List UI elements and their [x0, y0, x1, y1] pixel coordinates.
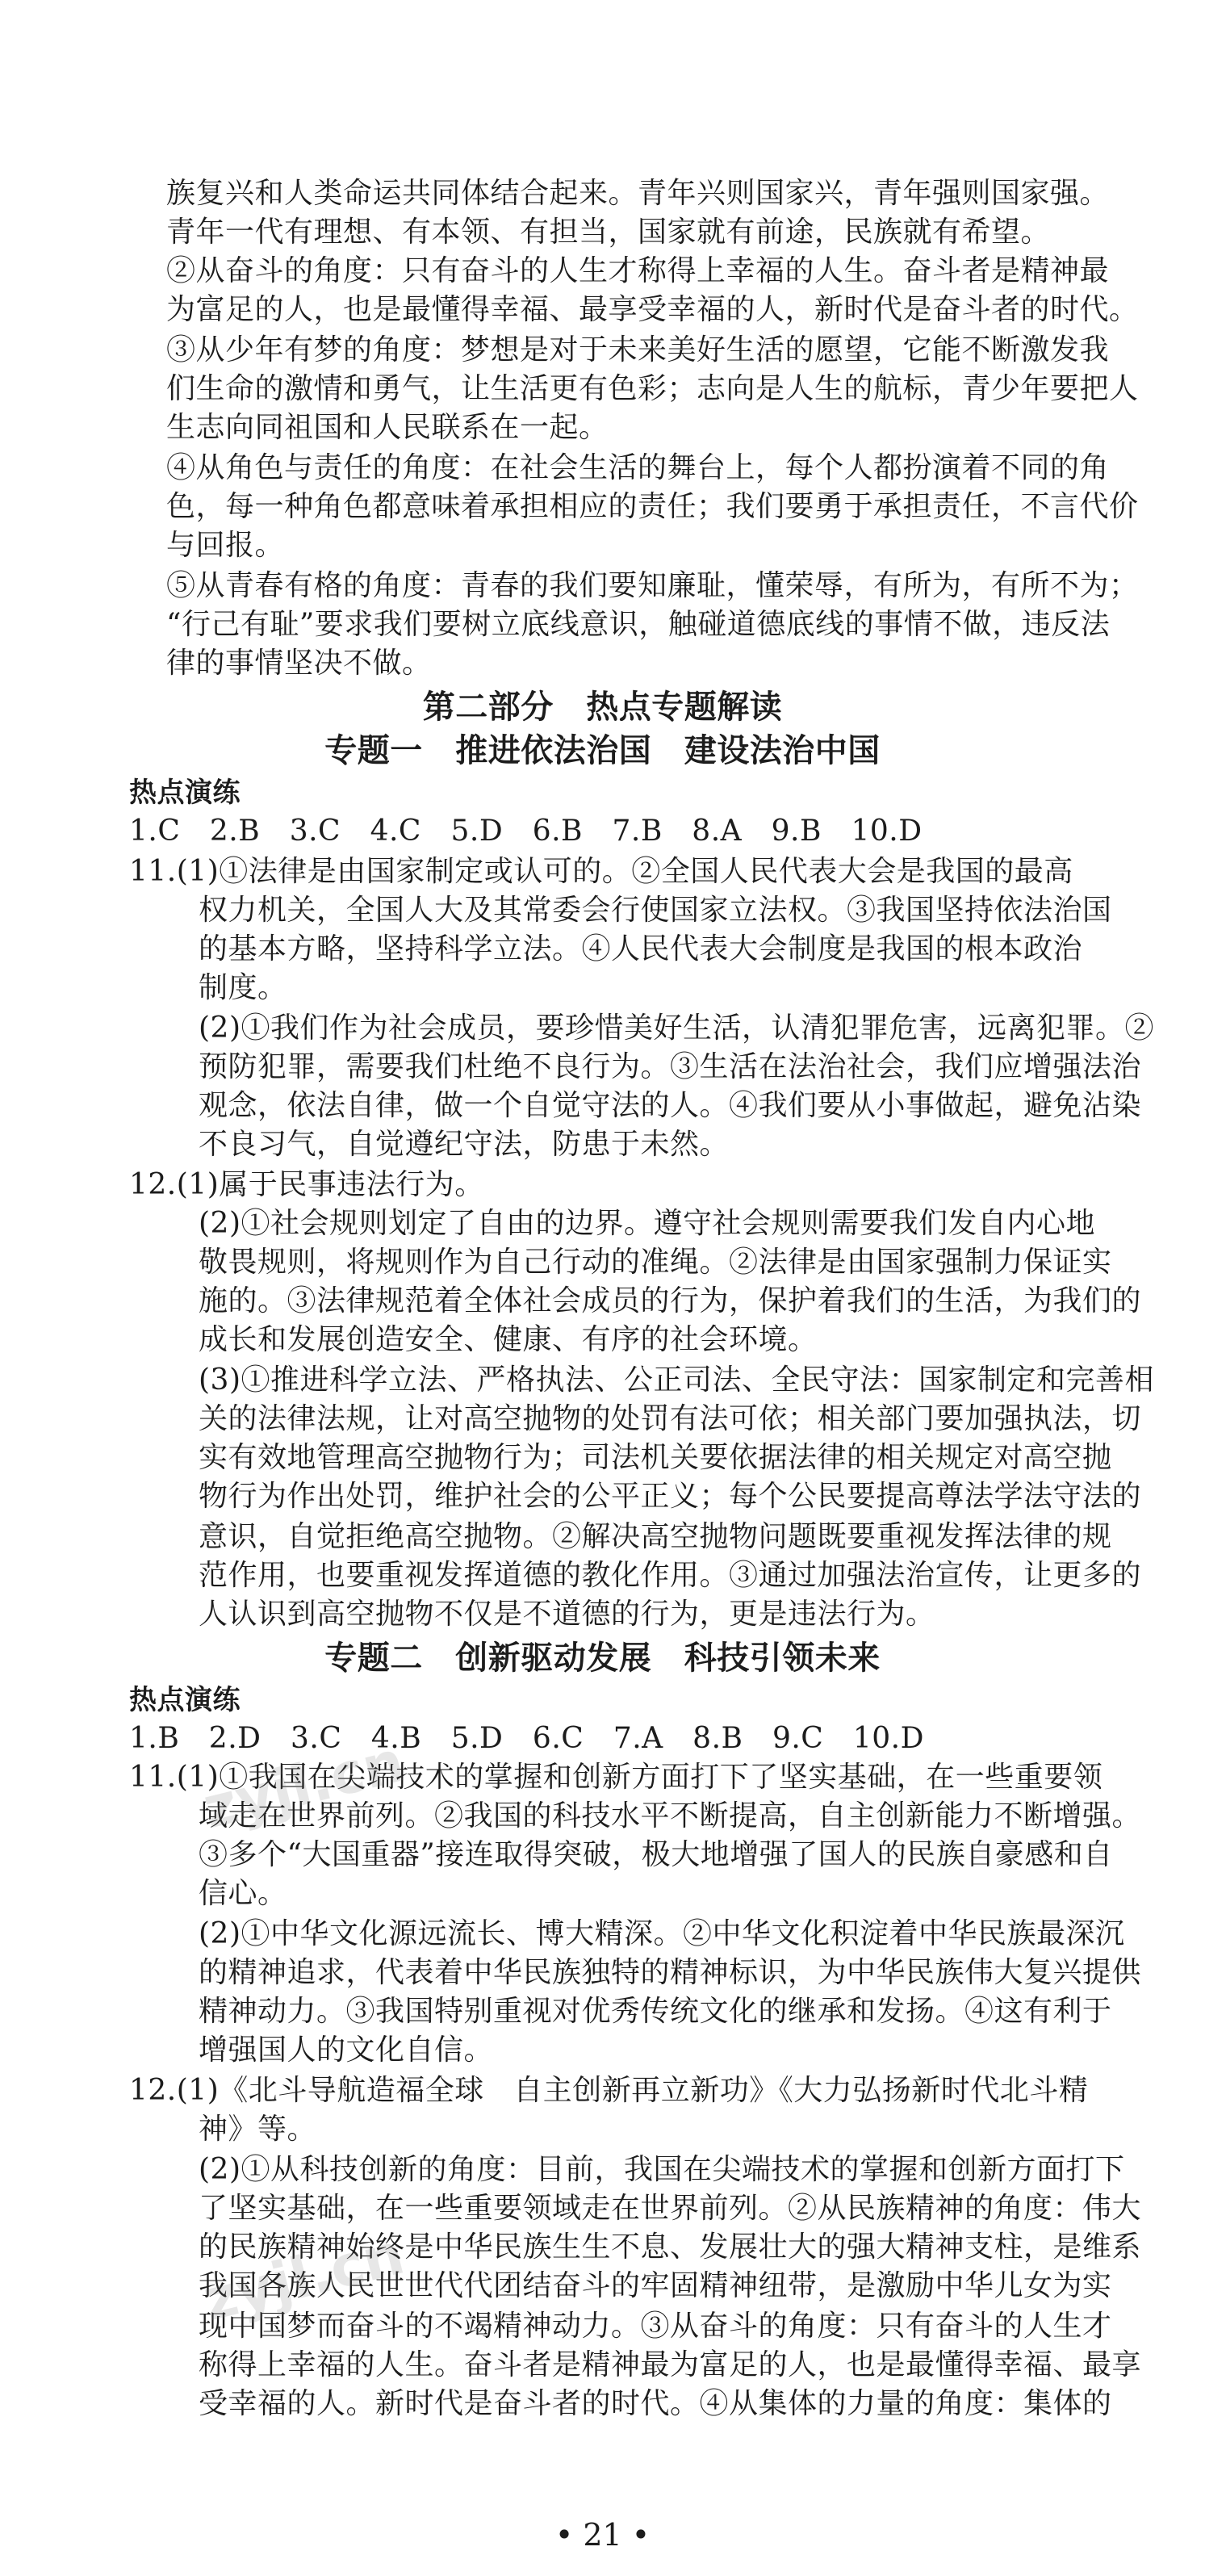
page-number: • 21 •: [554, 2517, 651, 2553]
text-line: 预防犯罪，需要我们杜绝不良行为。③生活在法治社会，我们应增强法治: [199, 1050, 1142, 1083]
text-line: (2)①我们作为社会成员，要珍惜美好生活，认清犯罪危害，远离犯罪。②: [199, 1012, 1154, 1045]
text-line: 族复兴和人类命运共同体结合起来。青年兴则国家兴，青年强则国家强。: [166, 177, 1110, 210]
text-line: 我国各族人民世世代代团结奋斗的牢固精神纽带，是激励中华儿女为实: [199, 2269, 1112, 2302]
text-line: 12.(1)属于民事违法行为。: [129, 1168, 484, 1201]
text-line: (2)①社会规则划定了自由的边界。遵守社会规则需要我们发自内心地: [199, 1207, 1095, 1240]
text-line: 11.(1)①法律是由国家制定或认可的。②全国人民代表大会是我国的最高: [129, 855, 1073, 888]
text-line: 关的法律法规，让对高空抛物的处罚有法可依；相关部门要加强执法，切: [199, 1402, 1142, 1435]
text-line: 施的。③法律规范着全体社会成员的行为，保护着我们的生活，为我们的: [199, 1284, 1142, 1317]
text-line: 为富足的人，也是最懂得幸福、最享受幸福的人，新时代是奋斗者的时代。: [166, 293, 1139, 326]
subheading: 热点演练: [129, 777, 241, 809]
text-line: 范作用，也要重视发挥道德的教化作用。③通过加强法治宣传，让更多的: [199, 1559, 1142, 1592]
text-line: 权力机关，全国人大及其常委会行使国家立法权。③我国坚持依法治国: [199, 894, 1112, 927]
text-line: 信心。: [199, 1877, 287, 1910]
text-line: 称得上幸福的人生。奋斗者是精神最为富足的人，也是最懂得幸福、最享: [199, 2348, 1142, 2381]
watermark: zyjl.cn: [196, 2220, 411, 2335]
subheading: 热点演练: [129, 1684, 241, 1716]
text-line: 与回报。: [166, 529, 285, 562]
text-line: 实有效地管理高空抛物行为；司法机关要依据法律的相关规定对高空抛: [199, 1441, 1112, 1474]
text-line: ③从少年有梦的角度：梦想是对于未来美好生活的愿望，它能不断激发我: [166, 333, 1110, 367]
text-line: ②从奋斗的角度：只有奋斗的人生才称得上幸福的人生。奋斗者是精神最: [166, 254, 1110, 287]
text-line: 色，每一种角色都意味着承担相应的责任；我们要勇于承担责任，不言代价: [166, 490, 1139, 523]
text-line: 受幸福的人。新时代是奋斗者的时代。④从集体的力量的角度：集体的: [199, 2387, 1112, 2420]
text-line: 神》等。: [199, 2113, 317, 2146]
text-line: 制度。: [199, 971, 287, 1004]
text-line: 现中国梦而奋斗的不竭精神动力。③从奋斗的角度：只有奋斗的人生才: [199, 2310, 1112, 2343]
text-line: (2)①中华文化源远流长、博大精深。②中华文化积淀着中华民族最深沉: [199, 1917, 1125, 1950]
text-line: 律的事情坚决不做。: [166, 647, 432, 680]
text-line: ④从角色与责任的角度：在社会生活的舞台上，每个人都扮演着不同的角: [166, 451, 1110, 484]
text-line: 精神动力。③我国特别重视对优秀传统文化的继承和发扬。④这有利于: [199, 1995, 1112, 2028]
text-line: 11.(1)①我国在尖端技术的掌握和创新方面打下了坚实基础，在一些重要领: [129, 1761, 1103, 1794]
text-line: “行己有耻”要求我们要树立底线意识，触碰道德底线的事情不做，违反法: [166, 608, 1111, 641]
text-line: 观念，依法自律，做一个自觉守法的人。④我们要从小事做起，避免沾染: [199, 1089, 1142, 1122]
text-line: (2)①从科技创新的角度：目前，我国在尖端技术的掌握和创新方面打下: [199, 2153, 1125, 2186]
answer-key: 1.B 2.D 3.C 4.B 5.D 6.C 7.A 8.B 9.C 10.D: [129, 1722, 924, 1755]
part-title: 第二部分 热点专题解读: [422, 688, 783, 726]
text-line: 生志向同祖国和人民联系在一起。: [166, 411, 609, 444]
text-line: 青年一代有理想、有本领、有担当，国家就有前途，民族就有希望。: [166, 216, 1051, 249]
text-line: 域走在世界前列。②我国的科技水平不断提高，自主创新能力不断增强。: [199, 1799, 1142, 1833]
watermark: zyjl.cn: [196, 1728, 411, 1842]
text-line: 的民族精神始终是中华民族生生不息、发展壮大的强大精神支柱，是维系: [199, 2230, 1142, 2264]
text-line: 意识，自觉拒绝高空抛物。②解决高空抛物问题既要重视发挥法律的规: [199, 1520, 1112, 1553]
text-line: 增强国人的文化自信。: [199, 2034, 494, 2067]
text-line: 人认识到高空抛物不仅是不道德的行为，更是违法行为。: [199, 1598, 935, 1631]
text-line: ⑤从青春有格的角度：青春的我们要知廉耻，懂荣辱，有所为，有所不为；: [166, 569, 1139, 602]
text-line: 12.(1)《北斗导航造福全球 自主创新再立新功》《大力弘扬新时代北斗精: [129, 2074, 1089, 2107]
text-line: 敬畏规则，将规则作为自己行动的准绳。②法律是由国家强制力保证实: [199, 1246, 1112, 1279]
text-line: 的基本方略，坚持科学立法。④人民代表大会制度是我国的根本政治: [199, 932, 1083, 965]
text-line: 物行为作出处罚，维护社会的公平正义；每个公民要提高尊法学法守法的: [199, 1480, 1142, 1513]
text-line: 的精神追求，代表着中华民族独特的精神标识，为中华民族伟大复兴提供: [199, 1956, 1142, 1989]
answer-key: 1.C 2.B 3.C 4.C 5.D 6.B 7.B 8.A 9.B 10.D: [129, 815, 923, 848]
text-line: 不良习气，自觉遵纪守法，防患于未然。: [199, 1128, 730, 1161]
topic-title: 专题一 推进依法治国 建设法治中国: [324, 731, 881, 769]
text-line: ③多个“大国重器”接连取得突破，极大地增强了国人的民族自豪感和自: [199, 1838, 1113, 1871]
topic-title: 专题二 创新驱动发展 科技引领未来: [324, 1639, 881, 1677]
text-line: 成长和发展创造安全、健康、有序的社会环境。: [199, 1323, 818, 1356]
text-line: 了坚实基础，在一些重要领域走在世界前列。②从民族精神的角度：伟大: [199, 2192, 1142, 2225]
text-line: (3)①推进科学立法、严格执法、公正司法、全民守法：国家制定和完善相: [199, 1363, 1154, 1397]
text-line: 们生命的激情和勇气，让生活更有色彩；志向是人生的航标，青少年要把人: [166, 372, 1139, 405]
